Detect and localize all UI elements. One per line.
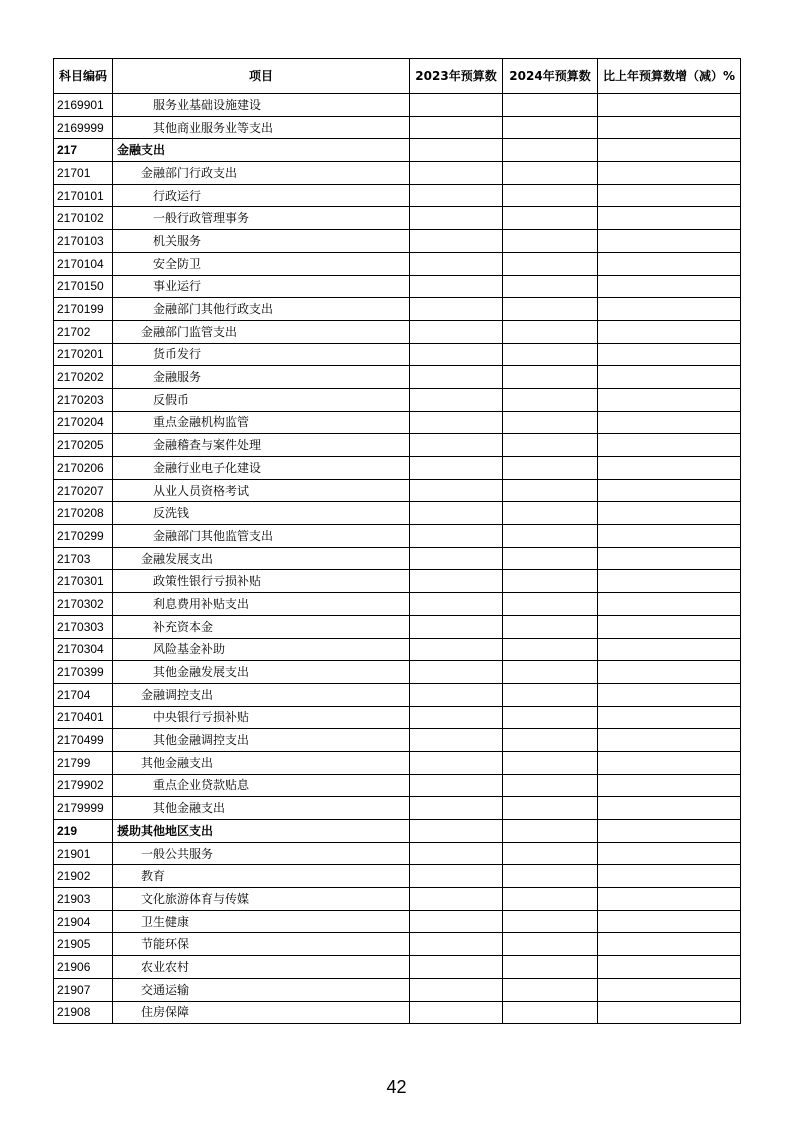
table-row <box>54 615 741 638</box>
budget-2023-cell <box>410 842 503 865</box>
budget-2023-cell <box>410 933 503 956</box>
budget-2024-cell <box>503 388 598 411</box>
item-name-cell: 反洗钱 <box>113 502 410 525</box>
account-code-cell: 2170302 <box>54 593 113 616</box>
table-row <box>54 502 741 525</box>
budget-2024-cell <box>503 910 598 933</box>
table-row <box>54 230 741 253</box>
budget-2024-cell <box>503 502 598 525</box>
account-code-cell: 2170103 <box>54 230 113 253</box>
budget-2024-cell <box>503 729 598 752</box>
change-percent-cell <box>598 162 741 185</box>
budget-2024-cell <box>503 457 598 480</box>
table-row <box>54 184 741 207</box>
account-code-cell: 2170203 <box>54 388 113 411</box>
budget-2024-cell <box>503 479 598 502</box>
item-name-cell: 风险基金补助 <box>113 638 410 661</box>
account-code-cell: 21799 <box>54 751 113 774</box>
table-row <box>54 797 741 820</box>
budget-2023-cell <box>410 366 503 389</box>
item-name-cell: 一般公共服务 <box>113 842 410 865</box>
table-row <box>54 751 741 774</box>
change-percent-cell <box>598 366 741 389</box>
item-name-cell: 援助其他地区支出 <box>113 820 410 843</box>
budget-2024-cell <box>503 207 598 230</box>
account-code-cell: 219 <box>54 820 113 843</box>
table-row <box>54 434 741 457</box>
budget-2024-cell <box>503 230 598 253</box>
budget-2023-cell <box>410 116 503 139</box>
budget-2024-cell <box>503 888 598 911</box>
budget-2023-cell <box>410 162 503 185</box>
budget-2023-cell <box>410 343 503 366</box>
budget-2024-cell <box>503 774 598 797</box>
account-code-cell: 2170201 <box>54 343 113 366</box>
change-percent-cell <box>598 525 741 548</box>
change-percent-cell <box>598 865 741 888</box>
table-row <box>54 593 741 616</box>
item-name-cell: 教育 <box>113 865 410 888</box>
item-name-cell: 其他金融发展支出 <box>113 661 410 684</box>
budget-2023-cell <box>410 94 503 117</box>
budget-2024-cell <box>503 162 598 185</box>
change-percent-cell <box>598 388 741 411</box>
change-percent-cell <box>598 842 741 865</box>
budget-2023-cell <box>410 729 503 752</box>
table-row <box>54 661 741 684</box>
account-code-cell: 21908 <box>54 1001 113 1024</box>
budget-2024-cell <box>503 638 598 661</box>
change-percent-cell <box>598 184 741 207</box>
change-percent-cell <box>598 638 741 661</box>
budget-2024-cell <box>503 706 598 729</box>
budget-2024-cell <box>503 797 598 820</box>
account-code-cell: 21703 <box>54 547 113 570</box>
account-code-cell: 2170207 <box>54 479 113 502</box>
item-name-cell: 补充资本金 <box>113 615 410 638</box>
item-name-cell: 金融行业电子化建设 <box>113 457 410 480</box>
budget-2023-cell <box>410 139 503 162</box>
table-row <box>54 638 741 661</box>
budget-2024-cell <box>503 956 598 979</box>
account-code-cell: 2170304 <box>54 638 113 661</box>
table-row <box>54 956 741 979</box>
budget-2023-cell <box>410 978 503 1001</box>
item-name-cell: 金融部门行政支出 <box>113 162 410 185</box>
budget-2024-cell <box>503 320 598 343</box>
budget-2023-cell <box>410 207 503 230</box>
account-code-cell: 2170202 <box>54 366 113 389</box>
budget-2024-cell <box>503 661 598 684</box>
budget-2024-cell <box>503 411 598 434</box>
budget-2023-cell <box>410 910 503 933</box>
change-percent-cell <box>598 343 741 366</box>
change-percent-cell <box>598 502 741 525</box>
budget-2024-cell <box>503 139 598 162</box>
table-row <box>54 207 741 230</box>
change-percent-cell <box>598 457 741 480</box>
account-code-cell: 2170301 <box>54 570 113 593</box>
budget-2023-cell <box>410 593 503 616</box>
account-code-cell: 2179902 <box>54 774 113 797</box>
item-name-cell: 事业运行 <box>113 275 410 298</box>
item-name-cell: 政策性银行亏损补贴 <box>113 570 410 593</box>
account-code-cell: 2179999 <box>54 797 113 820</box>
table-row <box>54 1001 741 1024</box>
budget-2024-cell <box>503 547 598 570</box>
item-name-cell: 住房保障 <box>113 1001 410 1024</box>
budget-2024-cell <box>503 1001 598 1024</box>
table-row <box>54 706 741 729</box>
budget-2023-cell <box>410 547 503 570</box>
change-percent-cell <box>598 479 741 502</box>
budget-2023-cell <box>410 502 503 525</box>
budget-2023-cell <box>410 956 503 979</box>
budget-2024-cell <box>503 298 598 321</box>
budget-2024-cell <box>503 94 598 117</box>
item-name-cell: 利息费用补贴支出 <box>113 593 410 616</box>
table-row <box>54 94 741 117</box>
budget-2024-cell <box>503 525 598 548</box>
account-code-cell: 2170104 <box>54 252 113 275</box>
budget-2024-cell <box>503 366 598 389</box>
table-row <box>54 842 741 865</box>
budget-2024-cell <box>503 842 598 865</box>
change-percent-cell <box>598 910 741 933</box>
table-row <box>54 457 741 480</box>
table-row <box>54 388 741 411</box>
budget-2023-cell <box>410 525 503 548</box>
account-code-cell: 2170204 <box>54 411 113 434</box>
item-name-cell: 行政运行 <box>113 184 410 207</box>
item-name-cell: 农业农村 <box>113 956 410 979</box>
change-percent-cell <box>598 320 741 343</box>
header-budget-2024: 2024年预算数 <box>503 59 598 94</box>
header-item: 项目 <box>113 59 410 94</box>
item-name-cell: 其他金融调控支出 <box>113 729 410 752</box>
account-code-cell: 21906 <box>54 956 113 979</box>
item-name-cell: 安全防卫 <box>113 252 410 275</box>
change-percent-cell <box>598 298 741 321</box>
item-name-cell: 从业人员资格考试 <box>113 479 410 502</box>
account-code-cell: 2170401 <box>54 706 113 729</box>
item-name-cell: 金融部门其他监管支出 <box>113 525 410 548</box>
change-percent-cell <box>598 116 741 139</box>
table-row <box>54 343 741 366</box>
account-code-cell: 21905 <box>54 933 113 956</box>
account-code-cell: 2169901 <box>54 94 113 117</box>
table-row <box>54 683 741 706</box>
account-code-cell: 2170303 <box>54 615 113 638</box>
item-name-cell: 金融服务 <box>113 366 410 389</box>
table-row <box>54 933 741 956</box>
item-name-cell: 其他商业服务业等支出 <box>113 116 410 139</box>
item-name-cell: 货币发行 <box>113 343 410 366</box>
account-code-cell: 21704 <box>54 683 113 706</box>
page-number: 42 <box>386 1077 407 1097</box>
budget-2024-cell <box>503 184 598 207</box>
budget-2024-cell <box>503 683 598 706</box>
account-code-cell: 21702 <box>54 320 113 343</box>
account-code-cell: 2170101 <box>54 184 113 207</box>
budget-table <box>53 58 741 1024</box>
header-row <box>54 59 741 94</box>
table-row <box>54 888 741 911</box>
budget-2023-cell <box>410 706 503 729</box>
item-name-cell: 机关服务 <box>113 230 410 253</box>
item-name-cell: 文化旅游体育与传媒 <box>113 888 410 911</box>
change-percent-cell <box>598 933 741 956</box>
account-code-cell: 21901 <box>54 842 113 865</box>
budget-2024-cell <box>503 593 598 616</box>
item-name-cell: 金融部门其他行政支出 <box>113 298 410 321</box>
account-code-cell: 21907 <box>54 978 113 1001</box>
budget-2023-cell <box>410 388 503 411</box>
item-name-cell: 金融支出 <box>113 139 410 162</box>
table-row <box>54 366 741 389</box>
account-code-cell: 2170399 <box>54 661 113 684</box>
header-budget-2023: 2023年预算数 <box>410 59 503 94</box>
budget-2024-cell <box>503 978 598 1001</box>
item-name-cell: 其他金融支出 <box>113 751 410 774</box>
account-code-cell: 2170150 <box>54 275 113 298</box>
account-code-cell: 2170102 <box>54 207 113 230</box>
budget-2024-cell <box>503 820 598 843</box>
change-percent-cell <box>598 593 741 616</box>
budget-2023-cell <box>410 797 503 820</box>
change-percent-cell <box>598 683 741 706</box>
budget-2023-cell <box>410 1001 503 1024</box>
account-code-cell: 2170299 <box>54 525 113 548</box>
table-row <box>54 547 741 570</box>
change-percent-cell <box>598 774 741 797</box>
table-body <box>54 94 741 1024</box>
budget-2023-cell <box>410 230 503 253</box>
account-code-cell: 21903 <box>54 888 113 911</box>
table-row <box>54 525 741 548</box>
account-code-cell: 2170208 <box>54 502 113 525</box>
budget-2023-cell <box>410 865 503 888</box>
change-percent-cell <box>598 797 741 820</box>
budget-2023-cell <box>410 638 503 661</box>
budget-2024-cell <box>503 434 598 457</box>
budget-2023-cell <box>410 252 503 275</box>
budget-2023-cell <box>410 479 503 502</box>
budget-2023-cell <box>410 411 503 434</box>
change-percent-cell <box>598 547 741 570</box>
table-row <box>54 865 741 888</box>
change-percent-cell <box>598 661 741 684</box>
change-percent-cell <box>598 888 741 911</box>
budget-2023-cell <box>410 298 503 321</box>
item-name-cell: 卫生健康 <box>113 910 410 933</box>
budget-2023-cell <box>410 615 503 638</box>
table-row <box>54 729 741 752</box>
item-name-cell: 金融部门监管支出 <box>113 320 410 343</box>
budget-2024-cell <box>503 865 598 888</box>
table-row <box>54 978 741 1001</box>
budget-2023-cell <box>410 683 503 706</box>
budget-2023-cell <box>410 774 503 797</box>
table-row <box>54 116 741 139</box>
table-row <box>54 910 741 933</box>
table-row <box>54 411 741 434</box>
budget-2024-cell <box>503 570 598 593</box>
item-name-cell: 反假币 <box>113 388 410 411</box>
account-code-cell: 21701 <box>54 162 113 185</box>
change-percent-cell <box>598 978 741 1001</box>
item-name-cell: 中央银行亏损补贴 <box>113 706 410 729</box>
item-name-cell: 一般行政管理事务 <box>113 207 410 230</box>
change-percent-cell <box>598 252 741 275</box>
item-name-cell: 服务业基础设施建设 <box>113 94 410 117</box>
budget-2023-cell <box>410 184 503 207</box>
change-percent-cell <box>598 615 741 638</box>
item-name-cell: 金融稽查与案件处理 <box>113 434 410 457</box>
change-percent-cell <box>598 230 741 253</box>
table-row <box>54 275 741 298</box>
account-code-cell: 21902 <box>54 865 113 888</box>
change-percent-cell <box>598 956 741 979</box>
table-row <box>54 774 741 797</box>
budget-2023-cell <box>410 888 503 911</box>
budget-2024-cell <box>503 615 598 638</box>
change-percent-cell <box>598 275 741 298</box>
table-row <box>54 570 741 593</box>
change-percent-cell <box>598 139 741 162</box>
budget-2023-cell <box>410 320 503 343</box>
account-code-cell: 2170199 <box>54 298 113 321</box>
budget-2023-cell <box>410 275 503 298</box>
account-code-cell: 2170205 <box>54 434 113 457</box>
change-percent-cell <box>598 820 741 843</box>
change-percent-cell <box>598 570 741 593</box>
item-name-cell: 重点企业贷款贴息 <box>113 774 410 797</box>
table-row <box>54 162 741 185</box>
table-row <box>54 320 741 343</box>
item-name-cell: 金融调控支出 <box>113 683 410 706</box>
budget-2023-cell <box>410 751 503 774</box>
budget-2024-cell <box>503 252 598 275</box>
change-percent-cell <box>598 411 741 434</box>
change-percent-cell <box>598 94 741 117</box>
account-code-cell: 217 <box>54 139 113 162</box>
account-code-cell: 2170499 <box>54 729 113 752</box>
item-name-cell: 其他金融支出 <box>113 797 410 820</box>
table-row <box>54 252 741 275</box>
change-percent-cell <box>598 706 741 729</box>
budget-2023-cell <box>410 820 503 843</box>
budget-2024-cell <box>503 275 598 298</box>
account-code-cell: 2169999 <box>54 116 113 139</box>
header-change: 比上年预算数增（减）% <box>598 59 741 94</box>
budget-2024-cell <box>503 751 598 774</box>
account-code-cell: 2170206 <box>54 457 113 480</box>
table-header <box>54 59 741 94</box>
item-name-cell: 交通运输 <box>113 978 410 1001</box>
change-percent-cell <box>598 434 741 457</box>
budget-2023-cell <box>410 434 503 457</box>
table-row <box>54 298 741 321</box>
table-row <box>54 479 741 502</box>
change-percent-cell <box>598 729 741 752</box>
header-code: 科目编码 <box>54 59 113 94</box>
budget-2023-cell <box>410 661 503 684</box>
table-row <box>54 820 741 843</box>
budget-2023-cell <box>410 457 503 480</box>
budget-2024-cell <box>503 933 598 956</box>
change-percent-cell <box>598 207 741 230</box>
item-name-cell: 节能环保 <box>113 933 410 956</box>
budget-2024-cell <box>503 116 598 139</box>
item-name-cell: 重点金融机构监管 <box>113 411 410 434</box>
account-code-cell: 21904 <box>54 910 113 933</box>
budget-2023-cell <box>410 570 503 593</box>
table-row <box>54 139 741 162</box>
change-percent-cell <box>598 1001 741 1024</box>
budget-2024-cell <box>503 343 598 366</box>
item-name-cell: 金融发展支出 <box>113 547 410 570</box>
change-percent-cell <box>598 751 741 774</box>
